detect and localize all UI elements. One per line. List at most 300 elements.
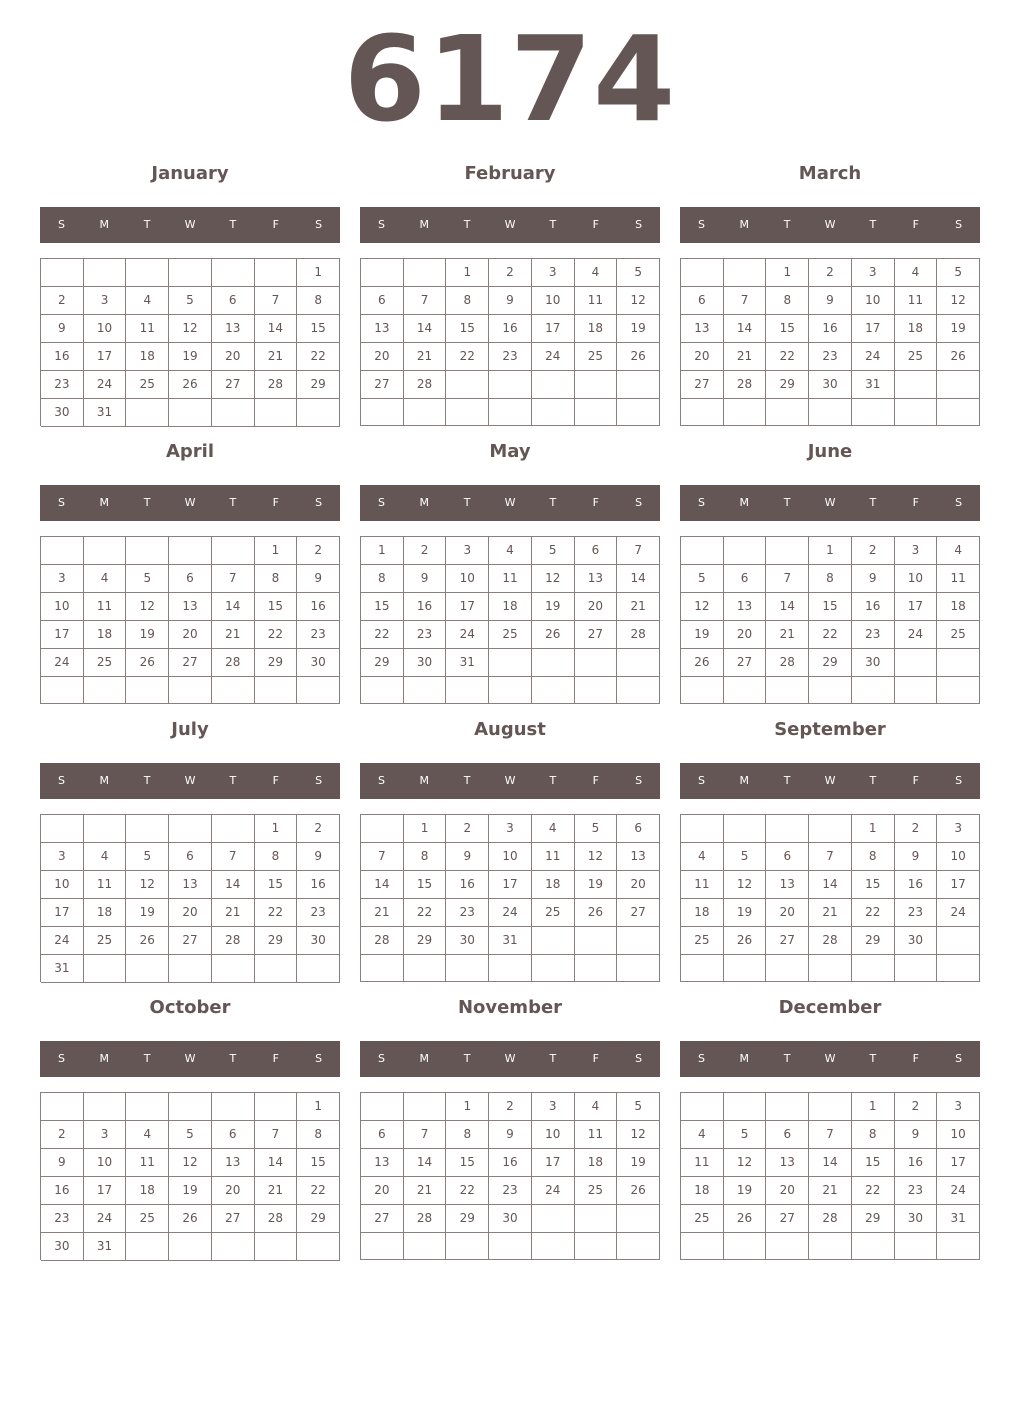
weekday-label: S — [315, 774, 323, 787]
month-name: January — [151, 163, 229, 184]
day-cell: 3 — [852, 259, 895, 287]
day-cell: 31 — [84, 399, 127, 427]
day-cell: 15 — [297, 315, 340, 343]
day-cell — [255, 1093, 298, 1121]
day-cell — [489, 955, 532, 982]
day-cell: 8 — [852, 843, 895, 871]
day-cell: 14 — [809, 871, 852, 899]
day-cell — [126, 955, 169, 983]
day-cell: 10 — [41, 593, 84, 621]
weekday-label: W — [504, 496, 516, 509]
day-cell: 9 — [41, 315, 84, 343]
day-cell: 22 — [361, 621, 404, 649]
month-name: November — [457, 997, 563, 1018]
day-cell: 27 — [617, 899, 660, 927]
day-cell: 11 — [489, 565, 532, 593]
day-cell — [446, 955, 489, 982]
day-cell — [297, 677, 340, 704]
day-cell: 19 — [617, 1149, 660, 1177]
day-cell: 16 — [809, 315, 852, 343]
day-cell: 13 — [169, 871, 212, 899]
weekday-label: W — [504, 774, 516, 787]
weekday-label: S — [697, 218, 705, 231]
weekday-label: F — [912, 1052, 919, 1065]
weekday-label: S — [315, 496, 323, 509]
day-cell: 26 — [532, 621, 575, 649]
weekday-header — [680, 207, 980, 243]
day-cell: 10 — [41, 871, 84, 899]
day-cell: 14 — [255, 1149, 298, 1177]
day-cell: 17 — [84, 1177, 127, 1205]
day-cell — [766, 399, 809, 426]
day-cell: 26 — [617, 1177, 660, 1205]
day-cell: 23 — [489, 1177, 532, 1205]
day-cell — [41, 259, 84, 287]
month-name: March — [798, 163, 862, 184]
day-cell: 27 — [766, 927, 809, 955]
day-cell: 13 — [766, 1149, 809, 1177]
day-cell: 10 — [937, 843, 980, 871]
day-cell: 24 — [41, 649, 84, 677]
day-cell: 25 — [84, 927, 127, 955]
day-cell: 12 — [126, 593, 169, 621]
weekday-label: S — [955, 774, 963, 787]
day-grid — [40, 536, 340, 704]
day-cell: 8 — [297, 1121, 340, 1149]
day-cell — [852, 955, 895, 982]
day-cell — [724, 677, 767, 704]
day-cell: 12 — [169, 315, 212, 343]
day-cell — [297, 955, 340, 983]
day-cell: 3 — [895, 537, 938, 565]
day-cell: 31 — [852, 371, 895, 399]
day-cell — [255, 259, 298, 287]
weekday-label: S — [635, 218, 643, 231]
day-cell: 23 — [895, 1177, 938, 1205]
weekday-header — [360, 207, 660, 243]
weekday-label: M — [739, 218, 750, 231]
day-cell: 7 — [255, 287, 298, 315]
day-cell: 20 — [617, 871, 660, 899]
day-cell — [532, 649, 575, 677]
day-cell: 15 — [446, 315, 489, 343]
day-cell — [126, 537, 169, 565]
day-cell: 17 — [84, 343, 127, 371]
month-name: April — [165, 441, 215, 462]
day-cell: 22 — [766, 343, 809, 371]
day-cell — [404, 677, 447, 704]
day-cell: 20 — [169, 621, 212, 649]
weekday-label: F — [272, 496, 279, 509]
day-cell: 18 — [681, 899, 724, 927]
day-cell — [681, 259, 724, 287]
day-cell: 12 — [169, 1149, 212, 1177]
day-cell: 16 — [404, 593, 447, 621]
day-cell — [766, 1093, 809, 1121]
day-cell: 24 — [937, 1177, 980, 1205]
day-cell: 30 — [895, 1205, 938, 1233]
weekday-label: W — [824, 1052, 836, 1065]
day-cell — [361, 677, 404, 704]
day-cell: 10 — [446, 565, 489, 593]
day-cell: 5 — [681, 565, 724, 593]
day-cell: 12 — [532, 565, 575, 593]
day-cell: 6 — [681, 287, 724, 315]
day-cell: 3 — [41, 843, 84, 871]
weekday-label: T — [463, 496, 471, 509]
day-cell: 2 — [809, 259, 852, 287]
day-cell: 23 — [852, 621, 895, 649]
day-cell: 4 — [126, 287, 169, 315]
day-cell: 29 — [297, 1205, 340, 1233]
weekday-label: F — [592, 218, 599, 231]
day-cell — [489, 399, 532, 426]
month-name: September — [774, 719, 886, 740]
day-cell: 1 — [809, 537, 852, 565]
day-cell: 29 — [852, 927, 895, 955]
day-cell: 10 — [532, 1121, 575, 1149]
weekday-header — [40, 1041, 340, 1077]
day-cell: 1 — [766, 259, 809, 287]
day-cell: 17 — [937, 1149, 980, 1177]
day-cell: 2 — [297, 815, 340, 843]
day-cell — [446, 1233, 489, 1260]
day-cell: 24 — [446, 621, 489, 649]
day-cell: 6 — [361, 1121, 404, 1149]
day-cell — [937, 955, 980, 982]
day-cell: 20 — [212, 1177, 255, 1205]
day-cell: 19 — [126, 899, 169, 927]
day-cell — [575, 649, 618, 677]
day-cell: 4 — [84, 843, 127, 871]
day-cell: 4 — [575, 259, 618, 287]
day-cell: 28 — [724, 371, 767, 399]
day-cell: 14 — [255, 315, 298, 343]
day-cell: 19 — [126, 621, 169, 649]
day-cell: 2 — [297, 537, 340, 565]
weekday-header — [360, 1041, 660, 1077]
day-cell: 17 — [895, 593, 938, 621]
day-cell: 4 — [532, 815, 575, 843]
weekday-label: M — [99, 496, 110, 509]
day-cell: 13 — [212, 315, 255, 343]
day-cell: 24 — [41, 927, 84, 955]
weekday-label: T — [549, 774, 557, 787]
day-cell — [126, 259, 169, 287]
weekday-label: W — [184, 496, 196, 509]
weekday-label: S — [635, 1052, 643, 1065]
day-cell: 21 — [404, 343, 447, 371]
day-cell: 5 — [126, 843, 169, 871]
day-cell: 28 — [404, 371, 447, 399]
month-name: October — [149, 997, 231, 1018]
day-cell: 9 — [489, 287, 532, 315]
day-cell: 27 — [681, 371, 724, 399]
weekday-label: F — [912, 774, 919, 787]
day-cell: 10 — [895, 565, 938, 593]
weekday-label: T — [549, 1052, 557, 1065]
day-cell: 26 — [724, 927, 767, 955]
day-cell: 16 — [41, 1177, 84, 1205]
day-cell: 3 — [84, 287, 127, 315]
day-cell: 7 — [212, 843, 255, 871]
day-cell: 1 — [852, 815, 895, 843]
day-cell: 6 — [212, 1121, 255, 1149]
day-cell: 18 — [126, 343, 169, 371]
day-cell — [809, 955, 852, 982]
day-cell — [766, 677, 809, 704]
day-cell: 26 — [126, 649, 169, 677]
day-cell: 26 — [681, 649, 724, 677]
day-cell: 24 — [84, 371, 127, 399]
day-cell: 29 — [255, 927, 298, 955]
day-cell: 22 — [852, 1177, 895, 1205]
day-cell: 22 — [255, 621, 298, 649]
day-cell: 6 — [361, 287, 404, 315]
day-cell — [255, 1233, 298, 1261]
day-cell: 11 — [84, 593, 127, 621]
weekday-label: S — [377, 496, 385, 509]
weekday-label: T — [463, 774, 471, 787]
day-cell: 19 — [169, 1177, 212, 1205]
day-cell — [724, 399, 767, 426]
weekday-label: F — [272, 774, 279, 787]
day-cell: 24 — [489, 899, 532, 927]
day-cell: 9 — [489, 1121, 532, 1149]
weekday-label: S — [57, 218, 65, 231]
weekday-label: T — [549, 218, 557, 231]
weekday-header — [40, 763, 340, 799]
day-cell: 28 — [212, 927, 255, 955]
day-cell: 9 — [852, 565, 895, 593]
day-cell: 15 — [852, 1149, 895, 1177]
day-grid — [40, 814, 340, 982]
weekday-label: T — [463, 1052, 471, 1065]
day-cell — [575, 1205, 618, 1233]
day-cell — [617, 955, 660, 982]
day-cell — [41, 677, 84, 704]
day-cell: 24 — [532, 1177, 575, 1205]
day-cell: 22 — [446, 1177, 489, 1205]
day-cell: 10 — [852, 287, 895, 315]
day-cell: 13 — [617, 843, 660, 871]
day-cell — [361, 1093, 404, 1121]
day-cell: 27 — [212, 1205, 255, 1233]
day-cell: 18 — [84, 621, 127, 649]
weekday-label: S — [697, 1052, 705, 1065]
day-cell — [404, 955, 447, 982]
day-cell: 19 — [681, 621, 724, 649]
day-cell: 15 — [255, 593, 298, 621]
day-cell — [361, 815, 404, 843]
day-cell: 11 — [681, 871, 724, 899]
day-cell: 7 — [766, 565, 809, 593]
day-cell: 27 — [575, 621, 618, 649]
day-cell — [681, 1233, 724, 1260]
day-cell: 11 — [575, 287, 618, 315]
day-cell: 14 — [212, 871, 255, 899]
day-cell: 1 — [446, 259, 489, 287]
day-cell — [126, 1093, 169, 1121]
day-cell: 11 — [895, 287, 938, 315]
weekday-label: M — [739, 496, 750, 509]
day-grid — [40, 1092, 340, 1260]
day-cell: 17 — [852, 315, 895, 343]
day-cell: 4 — [681, 1121, 724, 1149]
day-cell — [895, 677, 938, 704]
day-cell: 13 — [575, 565, 618, 593]
weekday-label: T — [143, 218, 151, 231]
weekday-label: S — [377, 1052, 385, 1065]
day-cell — [489, 1233, 532, 1260]
day-cell: 8 — [766, 287, 809, 315]
day-cell: 3 — [937, 815, 980, 843]
day-cell — [937, 649, 980, 677]
weekday-label: W — [824, 496, 836, 509]
day-cell — [575, 927, 618, 955]
day-cell: 30 — [809, 371, 852, 399]
day-cell: 10 — [532, 287, 575, 315]
day-cell — [169, 259, 212, 287]
weekday-label: F — [592, 1052, 599, 1065]
day-cell: 27 — [169, 927, 212, 955]
day-cell — [766, 1233, 809, 1260]
day-cell: 26 — [937, 343, 980, 371]
day-cell — [895, 649, 938, 677]
day-cell: 15 — [766, 315, 809, 343]
day-cell: 26 — [617, 343, 660, 371]
day-cell: 1 — [297, 1093, 340, 1121]
day-cell: 9 — [895, 843, 938, 871]
day-cell: 7 — [724, 287, 767, 315]
day-cell — [446, 371, 489, 399]
day-cell: 8 — [404, 843, 447, 871]
day-cell: 26 — [575, 899, 618, 927]
day-cell: 28 — [766, 649, 809, 677]
day-cell: 23 — [895, 899, 938, 927]
weekday-label: W — [504, 1052, 516, 1065]
day-cell — [809, 677, 852, 704]
day-cell: 20 — [766, 1177, 809, 1205]
weekday-label: T — [869, 774, 877, 787]
day-cell: 16 — [489, 315, 532, 343]
day-cell — [212, 399, 255, 427]
weekday-label: T — [229, 774, 237, 787]
day-cell — [809, 399, 852, 426]
weekday-label: T — [143, 1052, 151, 1065]
day-cell: 23 — [41, 371, 84, 399]
weekday-label: M — [419, 1052, 430, 1065]
day-cell — [681, 399, 724, 426]
weekday-label: S — [697, 774, 705, 787]
day-cell — [681, 815, 724, 843]
weekday-label: F — [272, 1052, 279, 1065]
day-cell: 16 — [489, 1149, 532, 1177]
day-cell — [895, 399, 938, 426]
day-cell: 8 — [255, 565, 298, 593]
day-cell: 3 — [532, 1093, 575, 1121]
day-cell — [212, 537, 255, 565]
day-cell: 25 — [532, 899, 575, 927]
day-cell: 19 — [575, 871, 618, 899]
day-cell: 5 — [724, 843, 767, 871]
day-cell: 2 — [489, 259, 532, 287]
day-cell — [766, 815, 809, 843]
day-cell: 7 — [361, 843, 404, 871]
day-cell: 2 — [41, 287, 84, 315]
day-cell: 11 — [532, 843, 575, 871]
day-cell — [489, 677, 532, 704]
day-cell: 12 — [617, 1121, 660, 1149]
day-cell: 18 — [895, 315, 938, 343]
day-cell — [255, 955, 298, 983]
weekday-label: S — [315, 218, 323, 231]
day-cell: 18 — [84, 899, 127, 927]
day-cell: 15 — [361, 593, 404, 621]
day-grid — [360, 1092, 660, 1260]
day-cell: 10 — [937, 1121, 980, 1149]
day-cell — [575, 955, 618, 982]
day-cell: 9 — [297, 843, 340, 871]
day-cell: 30 — [852, 649, 895, 677]
weekday-label: T — [143, 496, 151, 509]
day-cell: 16 — [852, 593, 895, 621]
day-cell: 24 — [937, 899, 980, 927]
day-cell: 13 — [169, 593, 212, 621]
day-cell: 17 — [41, 899, 84, 927]
day-cell — [404, 1233, 447, 1260]
day-cell — [212, 1093, 255, 1121]
day-cell: 17 — [532, 315, 575, 343]
day-cell: 29 — [404, 927, 447, 955]
day-cell — [446, 399, 489, 426]
day-cell: 31 — [446, 649, 489, 677]
day-cell: 13 — [681, 315, 724, 343]
day-grid — [680, 814, 980, 982]
day-cell: 14 — [617, 565, 660, 593]
day-cell — [617, 927, 660, 955]
day-cell: 24 — [852, 343, 895, 371]
weekday-label: S — [697, 496, 705, 509]
day-cell: 25 — [84, 649, 127, 677]
day-cell — [895, 955, 938, 982]
day-cell — [84, 259, 127, 287]
day-cell — [724, 1093, 767, 1121]
day-cell: 2 — [895, 1093, 938, 1121]
weekday-label: S — [57, 1052, 65, 1065]
day-cell: 18 — [532, 871, 575, 899]
day-cell — [169, 1233, 212, 1261]
weekday-label: W — [184, 1052, 196, 1065]
day-cell — [852, 399, 895, 426]
weekday-label: S — [315, 1052, 323, 1065]
day-cell: 23 — [489, 343, 532, 371]
day-cell: 19 — [169, 343, 212, 371]
day-cell — [937, 1233, 980, 1260]
day-cell: 30 — [446, 927, 489, 955]
day-cell: 16 — [895, 871, 938, 899]
day-cell: 28 — [255, 1205, 298, 1233]
day-cell — [724, 259, 767, 287]
day-cell: 6 — [575, 537, 618, 565]
day-cell — [617, 399, 660, 426]
day-cell: 5 — [617, 259, 660, 287]
day-cell — [937, 677, 980, 704]
day-cell — [84, 955, 127, 983]
day-cell: 21 — [404, 1177, 447, 1205]
weekday-label: M — [739, 774, 750, 787]
weekday-label: S — [955, 218, 963, 231]
